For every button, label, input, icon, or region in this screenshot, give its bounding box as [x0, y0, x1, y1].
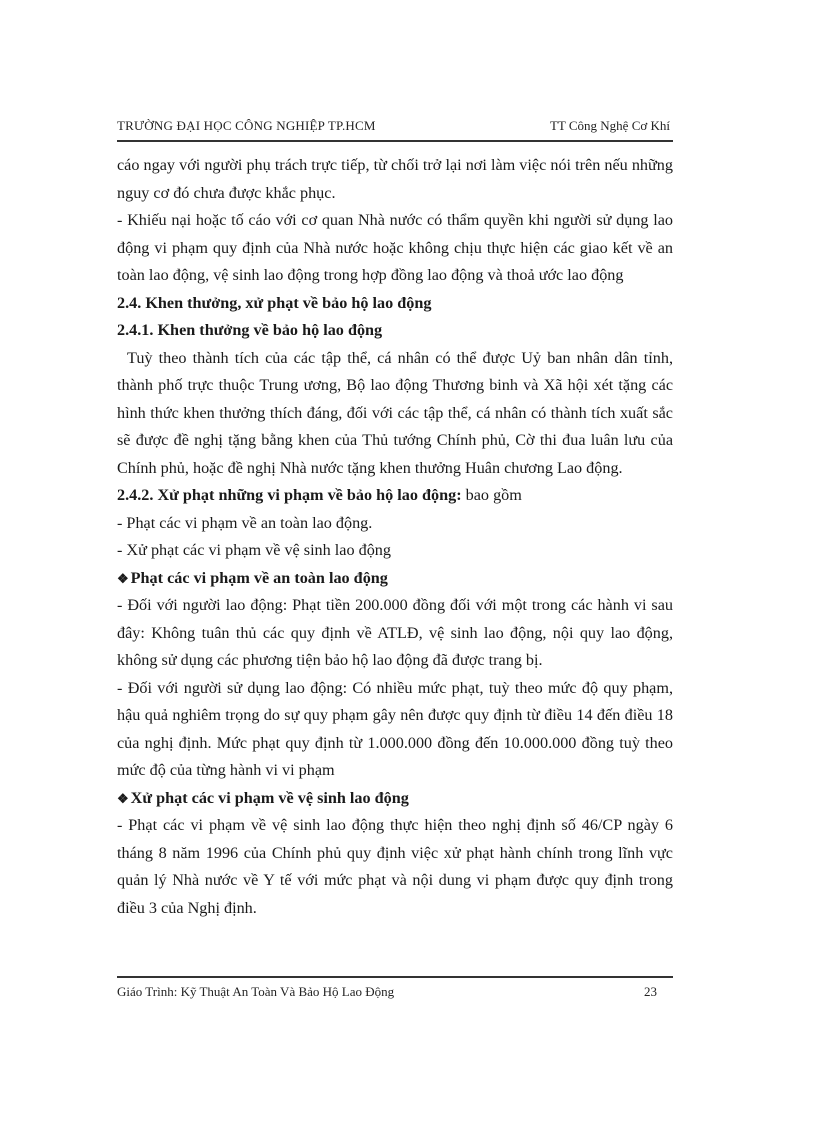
page-number: 23 — [644, 984, 657, 999]
footer-book-title: Giáo Trình: Kỹ Thuật An Toàn Và Bảo Hộ Lao Động — [117, 984, 395, 999]
header-divider — [117, 140, 673, 142]
paragraph-employer-penalty: - Đối với người sử dụng lao động: Có nhiều mức phạt, tuỳ theo mức độ quy phạm, hậu quả nghiêm trọng do sự quy phạm gây nên được quy định từ điều 14 đến điều 18 của nghị định. Mức phạt quy định từ 1.000.000 đồng đến 10.000.000 đồng tuỳ theo mức độ của từng hành vi vi phạm — [117, 678, 673, 779]
diamond-bullet-icon: ❖ — [117, 570, 129, 586]
subheading-hygiene-text: Xử phạt các vi phạm về vệ sinh lao động — [130, 788, 409, 807]
section-heading-2-4-1: 2.4.1. Khen thưởng về bảo hộ lao động — [117, 321, 383, 339]
paragraph-continuation: cáo ngay với người phụ trách trực tiếp, từ chối trở lại nơi làm việc nói trên nếu những nguy cơ đó chưa được khắc phục. — [117, 156, 673, 202]
section-heading-2-4: 2.4. Khen thưởng, xử phạt về bảo hộ lao động — [117, 293, 432, 312]
paragraph-hygiene-decree: - Phạt các vi phạm về vệ sinh lao động thực hiện theo nghị định số 46/CP ngày 6 tháng 8 năm 1996 của Chính phủ quy định việc xử phạt hành chính trong lĩnh vực quản lý Nhà nước về Y tế với mức phạt và nội dung vi phạm được quy định trong điều 3 của Nghị định. — [117, 816, 673, 917]
subheading-hygiene-penalties — [117, 785, 673, 813]
diamond-bullet-icon: ❖ — [117, 790, 129, 806]
heading-2-4-2-rest: bao gồm — [461, 486, 522, 504]
header-department: TT Công Nghệ Cơ Khí — [549, 118, 670, 133]
subheading-safety-penalties — [117, 565, 673, 593]
paragraph-rewards: Tuỳ theo thành tích của các tập thể, cá nhân có thể được Uỷ ban nhân dân tỉnh, thành phố trực thuộc Trung ương, Bộ lao động Thương binh và Xã hội xét tặng các hình thức khen thưởng thích đáng, đối với các tập thể, cá nhân có thành tích xuất sắc sẽ được đề nghị tặng bằng khen của Thủ tướng Chính phủ, Cờ thi đua luân lưu của Chính phủ, hoặc đề nghị Nhà nước tặng khen thưởng Huân chương Lao động. — [117, 348, 673, 477]
list-item-safety: - Phạt các vi phạm về an toàn lao động. — [117, 513, 373, 532]
subheading-safety-text: Phạt các vi phạm về an toàn lao động — [130, 568, 388, 587]
list-item-hygiene: - Xử phạt các vi phạm về vệ sinh lao động — [117, 541, 391, 559]
footer-divider — [117, 976, 673, 978]
page-body — [117, 152, 673, 922]
section-heading-2-4-2 — [117, 482, 673, 510]
paragraph-complaint: - Khiếu nại hoặc tố cáo với cơ quan Nhà nước có thẩm quyền khi người sử dụng lao động vi phạm quy định của Nhà nước hoặc không chịu thực hiện các giao kết về an toàn lao động, vệ sinh lao động trong hợp đồng lao động và thoả ước lao động — [117, 211, 673, 284]
header-institution: TRƯỜNG ĐẠI HỌC CÔNG NGHIỆP TP.HCM — [117, 118, 376, 133]
heading-2-4-2-bold: 2.4.2. Xử phạt những vi phạm về bảo hộ lao động: — [117, 486, 462, 504]
paragraph-worker-penalty: - Đối với người lao động: Phạt tiền 200.000 đồng đối với một trong các hành vi sau đây: Không tuân thủ các quy định về ATLĐ, vệ sinh lao động, nội quy lao động, không sử dụng các phương tiện bảo hộ lao động đã được trang bị. — [117, 596, 673, 669]
